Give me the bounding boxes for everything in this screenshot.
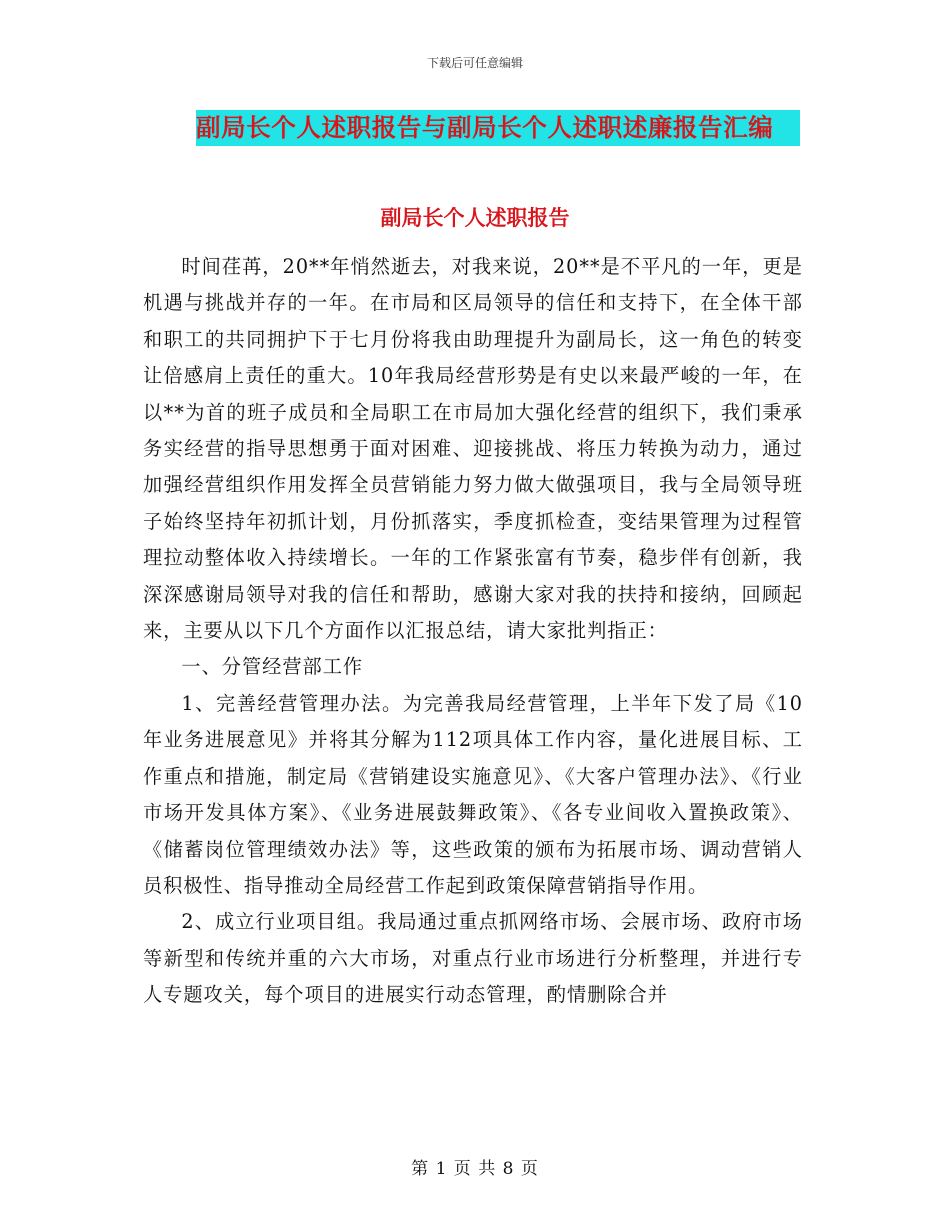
paragraph: 时间荏苒，20**年悄然逝去，对我来说，20**是不平凡的一年，更是机遇与挑战并存的一年。在市局和区局领导的信任和支持下，在全体干部和职工的共同拥护下于七月份将我由助理提升为副局长，这一角色的转变让倍感肩上责任的重大。10年我局经营形势是有史以来最严峻的一年，在以**为首的班子成员和全局职工在市局加大强化经营的组织下，我们秉承务实经营的指导思想勇于面对困难、迎接挑战、将压力转换为动力，通过加强经营组织作用发挥全员营销能力努力做大做强项目，我与全局领导班子始终坚持年初抓计划，月份抓落实，季度抓检查，变结果管理为过程管理拉动整体收入持续增长。一年的工作紧张富有节奏，稳步伴有创新，我深深感谢局领导对我的信任和帮助，感谢大家对我的扶持和接纳，回顾起来，主要从以下几个方面作以汇报总结，请大家批判指正： xyxy=(143,255,803,643)
paragraph-heading: 一、分管经营部工作 xyxy=(181,655,364,679)
paragraph: 1、完善经营管理办法。为完善我局经营管理，上半年下发了局《10年业务进展意见》并将其分解为112项具体工作内容，量化进展目标、工作重点和措施，制定局《营销建设实施意见》、《大客户管理办法》、《行业市场开发具体方案》、《业务进展鼓舞政策》、《各专业间收入置换政策》、《储蓄岗位管理绩效办法》等，这些政策的颁布为拓展市场、调动营销人员积极性、指导推动全局经营工作起到政策保障营销指导作用。 xyxy=(143,691,803,897)
section-title: 副局长个人述职报告 xyxy=(380,206,570,230)
document-title: 副局长个人述职报告与副局长个人述职述廉报告汇编 xyxy=(196,110,800,146)
page-number: 第 1 页 共 8 页 xyxy=(411,1159,539,1179)
document-body xyxy=(143,249,803,1014)
paragraph: 2、成立行业项目组。我局通过重点抓网络市场、会展市场、政府市场等新型和传统并重的六大市场，对重点行业市场进行分析整理，并进行专人专题攻关，每个项目的进展实行动态管理，酌情删除合并 xyxy=(143,910,803,1007)
page-header-note: 下载后可任意编辑 xyxy=(426,56,523,70)
